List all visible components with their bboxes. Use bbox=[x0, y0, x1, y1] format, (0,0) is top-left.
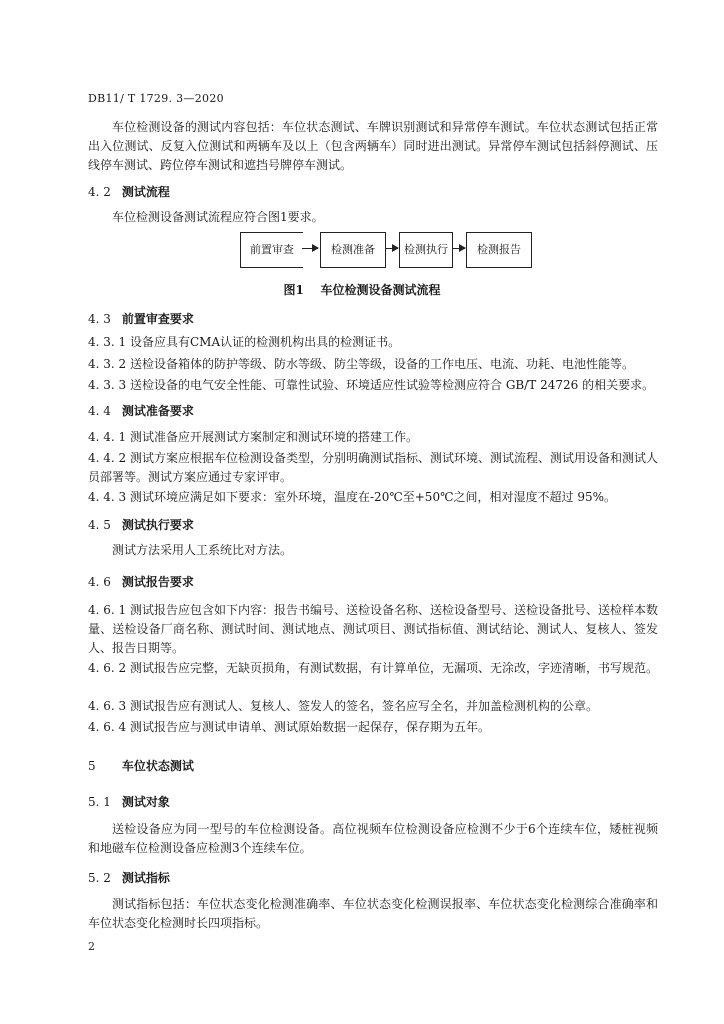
clause-4-3-2 bbox=[88, 355, 658, 374]
flow-arrow bbox=[302, 248, 318, 249]
flow-arrow bbox=[386, 248, 398, 249]
clause-number: 4. 6. 1 bbox=[88, 603, 127, 617]
section-4-2-heading bbox=[88, 184, 170, 200]
clause-number: 4. 6. 3 bbox=[88, 699, 127, 713]
section-4-5-heading bbox=[88, 517, 194, 533]
section-title: 车位状态测试 bbox=[121, 759, 194, 773]
section-title: 测试执行要求 bbox=[121, 518, 194, 532]
clause-text: 测试环境应满足如下要求：室外环境，温度在-20℃至+50℃之间，相对湿度不超过 95%。 bbox=[130, 490, 616, 504]
figure-title: 车位检测设备测试流程 bbox=[320, 283, 441, 297]
clause-text: 测试报告应包含如下内容：报告书编号、送检设备名称、送检设备型号、送检设备批号、送检样本数量、送检设备厂商名称、测试时间、测试地点、测试项目、测试指标值、测试结论、测试人、复核人、签发人、报告日期等。 bbox=[88, 603, 659, 655]
section-number: 5. 1 bbox=[88, 795, 111, 809]
section-4-6-heading bbox=[88, 574, 194, 590]
section-4-2-text: 车位检测设备测试流程应符合图1要求。 bbox=[112, 210, 324, 224]
clause-4-6-4 bbox=[88, 718, 658, 737]
clause-text: 送检设备箱体的防护等级、防水等级、防尘等级，设备的工作电压、电流、功耗、电池性能等。 bbox=[130, 357, 635, 371]
clause-number: 4. 4. 1 bbox=[88, 430, 127, 444]
section-number: 4. 3 bbox=[88, 312, 111, 326]
section-title: 前置审查要求 bbox=[121, 312, 194, 326]
flow-step-report: 检测报告 bbox=[466, 232, 532, 268]
page-number: 2 bbox=[88, 940, 95, 953]
clause-4-6-1 bbox=[88, 601, 658, 658]
clause-4-3-1 bbox=[88, 333, 658, 352]
section-5-heading bbox=[88, 758, 194, 774]
section-number: 4. 2 bbox=[88, 185, 111, 199]
section-title: 测试准备要求 bbox=[121, 404, 194, 418]
clause-4-3-3 bbox=[88, 376, 658, 395]
section-number: 4. 6 bbox=[88, 575, 111, 589]
flow-step-pre-review: 前置审查 bbox=[240, 232, 303, 268]
document-header: DB11/ T 1729. 3—2020 bbox=[88, 92, 224, 105]
clause-text: 测试准备应开展测试方案制定和测试环境的搭建工作。 bbox=[130, 430, 419, 444]
clause-text: 设备应具有CMA认证的检测机构出具的检测证书。 bbox=[130, 335, 401, 349]
clause-text: 送检设备的电气安全性能、可靠性试验、环境适应性试验等检测应符合 GB/T 24726 的相关要求。 bbox=[130, 378, 655, 392]
clause-number: 4. 3. 1 bbox=[88, 335, 127, 349]
clause-4-4-1 bbox=[88, 428, 658, 447]
section-number: 5 bbox=[88, 759, 96, 773]
clause-number: 4. 3. 3 bbox=[88, 378, 127, 392]
clause-number: 4. 4. 2 bbox=[88, 451, 127, 465]
section-5-2-heading bbox=[88, 870, 170, 886]
figure-caption bbox=[0, 281, 724, 298]
section-title: 测试流程 bbox=[121, 185, 170, 199]
clause-number: 4. 3. 2 bbox=[88, 357, 127, 371]
section-title: 测试对象 bbox=[121, 795, 170, 809]
flow-step-preparation: 检测准备 bbox=[320, 232, 386, 268]
section-number: 5. 2 bbox=[88, 871, 111, 885]
clause-4-6-2 bbox=[88, 659, 658, 678]
clause-text: 测试方案应根据车位检测设备类型，分别明确测试指标、测试环境、测试流程、测试用设备和测试人员部署等。测试方案应通过专家评审。 bbox=[88, 451, 659, 484]
flow-step-execution: 检测执行 bbox=[399, 232, 453, 268]
section-5-1-text: 送检设备应为同一型号的车位检测设备。高位视频车位检测设备应检测不少于6个连续车位，矮桩视频和地磁车位检测设备应检测3个连续车位。 bbox=[88, 822, 658, 855]
clause-text: 测试报告应与测试申请单、测试原始数据一起保存，保存期为五年。 bbox=[130, 720, 491, 734]
flow-arrow bbox=[453, 248, 465, 249]
clause-text: 测试报告应有测试人、复核人、签发人的签名，签名应写全名，并加盖检测机构的公章。 bbox=[130, 699, 599, 713]
clause-number: 4. 4. 3 bbox=[88, 490, 127, 504]
section-4-4-heading bbox=[88, 403, 194, 419]
section-number: 4. 5 bbox=[88, 518, 111, 532]
figure-label: 图1 bbox=[283, 283, 304, 297]
clause-number: 4. 6. 4 bbox=[88, 720, 127, 734]
section-title: 测试指标 bbox=[121, 871, 170, 885]
clause-4-4-3 bbox=[88, 488, 658, 507]
intro-paragraph: 车位检测设备的测试内容包括：车位状态测试、车牌识别测试和异常停车测试。车位状态测试包括正常出入位测试、反复入位测试和两辆车及以上（包含两辆车）同时进出测试。异常停车测试包括斜停测试、压线停车测试、跨位停车测试和遮挡号牌停车测试。 bbox=[88, 120, 658, 172]
section-number: 4. 4 bbox=[88, 404, 111, 418]
flowchart bbox=[240, 232, 540, 268]
section-title: 测试报告要求 bbox=[121, 575, 194, 589]
clause-4-4-2 bbox=[88, 449, 658, 487]
section-4-3-heading bbox=[88, 311, 194, 327]
clause-number: 4. 6. 2 bbox=[88, 661, 127, 675]
section-5-2-text: 测试指标包括：车位状态变化检测准确率、车位状态变化检测误报率、车位状态变化检测综合准确率和车位状态变化检测时长四项指标。 bbox=[88, 897, 658, 930]
clause-text: 测试报告应完整，无缺页损角，有测试数据，有计算单位，无漏项、无涂改，字迹清晰，书写规范。 bbox=[130, 661, 659, 675]
section-4-5-text: 测试方法采用人工系统比对方法。 bbox=[112, 543, 293, 557]
clause-4-6-3 bbox=[88, 697, 658, 716]
section-5-1-heading bbox=[88, 794, 170, 810]
